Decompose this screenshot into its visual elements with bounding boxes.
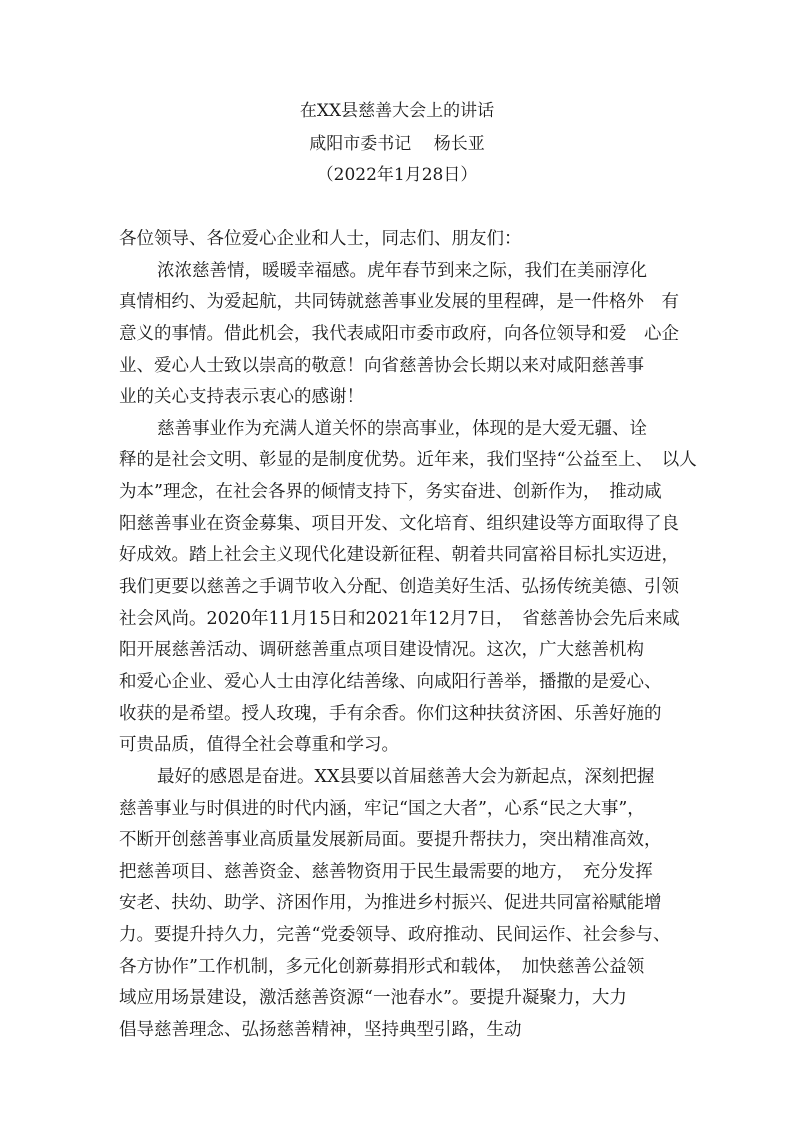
paragraph-line: 收获的是希望。授人玫瑰，手有余香。你们这种扶贫济困、乐善好施的	[119, 703, 662, 724]
paragraph-line: 浓浓慈善情，暖暖幸福感。虎年春节到来之际，我们在美丽淳化	[157, 260, 647, 281]
speech-date: （2022年1月28日）	[316, 165, 478, 185]
paragraph-line: 业的关心支持表示衷心的感谢！	[119, 387, 364, 408]
paragraph-line: 真情相约、为爱起航，共同铸就慈善事业发展的里程碑，是一件格外 有	[119, 292, 679, 313]
paragraph-line: 好成效。踏上社会主义现代化建设新征程、朝着共同富裕目标扎实迈进，	[119, 545, 679, 566]
paragraph-line: 为本”理念，在社会各界的倾情支持下，务实奋进、创新作为， 推动咸	[119, 482, 662, 503]
paragraph-line: 慈善事业作为充满人道关怀的崇高事业，体现的是大爱无疆、诠	[157, 418, 647, 439]
paragraph-line: 和爱心企业、爱心人士由淳化结善缘、向咸阳行善举，播撒的是爱心、	[119, 671, 662, 692]
paragraph-line: 把慈善项目、慈善资金、慈善物资用于民生最需要的地方， 充分发挥	[119, 861, 653, 882]
paragraph-line: 最好的感恩是奋进。XX县要以首届慈善大会为新起点，深刻把握	[157, 766, 655, 787]
paragraph-line: 社会风尚。2020年11月15日和2021年12月7日， 省慈善协会先后来咸	[119, 608, 680, 629]
paragraph-line: 阳开展慈善活动、调研慈善重点项目建设情况。这次，广大慈善机构	[119, 640, 644, 661]
speech-body	[119, 224, 697, 1047]
paragraph-line: 不断开创慈善事业高质量发展新局面。要提升帮扶力，突出精准高效，	[119, 830, 662, 851]
paragraph-line: 阳慈善事业在资金募集、项目开发、文化培育、组织建设等方面取得了良	[119, 513, 679, 534]
paragraph-line: 倡导慈善理念、弘扬慈善精神，坚持典型引路，生动	[119, 1020, 522, 1041]
paragraph-line: 释的是社会文明、彰显的是制度优势。近年来，我们坚持“公益至上、 以人	[119, 450, 697, 471]
paragraph-line: 域应用场景建设，激活慈善资源“一池春水”。要提升凝聚力，大力	[119, 988, 627, 1009]
speech-title: 在XX县慈善大会上的讲话	[299, 101, 495, 121]
paragraph-line: 各方协作”工作机制，多元化创新募捐形式和载体， 加快慈善公益领	[119, 956, 645, 977]
salutation: 各位领导、各位爱心企业和人士，同志们、朋友们：	[119, 229, 522, 249]
paragraph-line: 意义的事情。借此机会，我代表咸阳市委市政府，向各位领导和爱 心企	[119, 323, 679, 344]
paragraph-line: 我们更要以慈善之手调节收入分配、创造美好生活、弘扬传统美德、引领	[119, 577, 679, 598]
paragraph-line: 安老、扶幼、助学、济困作用，为推进乡村振兴、促进共同富裕赋能增	[119, 893, 662, 914]
paragraph-line: 业、爱心人士致以崇高的敬意！向省慈善协会长期以来对咸阳慈善事	[119, 355, 644, 376]
paragraph-line: 可贵品质，值得全社会尊重和学习。	[119, 735, 399, 756]
speaker-line: 咸阳市委书记 杨长亚	[309, 134, 485, 154]
paragraph-line: 力。要提升持久力，完善“党委领导、政府推动、民间运作、社会参与、	[119, 925, 671, 946]
paragraph-line: 慈善事业与时俱进的时代内涵，牢记“国之大者”，心系“民之大事”，	[119, 798, 645, 819]
